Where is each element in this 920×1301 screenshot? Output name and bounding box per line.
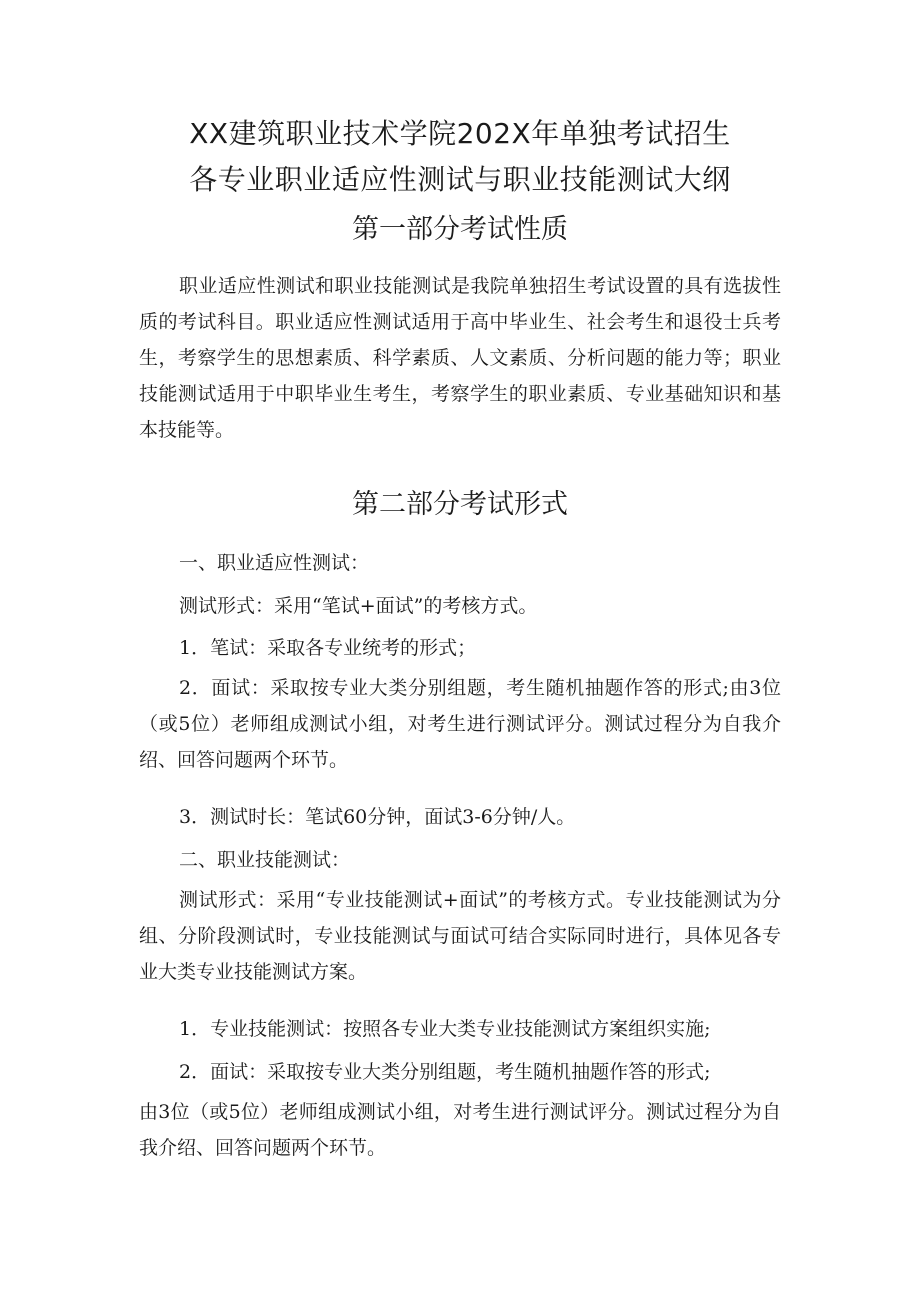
part1-paragraph: 职业适应性测试和职业技能测试是我院单独招生考试设置的具有选拔性质的考试科目。职业适应性测试适用于高中毕业生、社会考生和退役士兵考生，考察学生的思想素质、科学素质、人文素质、分析问题的能力等；职业技能测试适用于中职毕业生考生，考察学生的职业素质、专业基础知识和基本技能等。 [139, 275, 781, 441]
section1-item2: 2．面试：采取按专业大类分别组题，考生随机抽题作答的形式;由3位（或5位）老师组成测试小组，对考生进行测试评分。测试过程分为自我介绍、回答问题两个环节。 [139, 677, 781, 771]
section2-item1: 1．专业技能测试：按照各专业大类专业技能测试方案组织实施; [179, 1018, 711, 1040]
part2-heading: 第二部分考试形式 [352, 489, 568, 520]
section2-form: 测试形式：采用“专业技能测试+面试”的考核方式。专业技能测试为分组、分阶段测试时，专业技能测试与面试可结合实际同时进行，具体见各专业大类专业技能测试方案。 [139, 889, 781, 983]
section1-item1: 1．笔试：采取各专业统考的形式； [179, 637, 477, 659]
section1-title: 一、职业适应性测试： [179, 552, 370, 574]
section2-title: 二、职业技能测试： [179, 849, 351, 871]
document-title-line2: 各专业职业适应性测试与职业技能测试大纲 [189, 163, 731, 196]
document-title-line1: XX建筑职业技术学院202X年单独考试招生 [189, 117, 731, 150]
part1-heading: 第一部分考试性质 [352, 214, 568, 245]
section1-item3: 3．测试时长：笔试60分钟，面试3-6分钟/人。 [179, 806, 576, 828]
section1-form: 测试形式：采用“笔试+面试”的考核方式。 [179, 595, 538, 617]
section2-item2-continuation: 由3位（或5位）老师组成测试小组，对考生进行测试评分。测试过程分为自我介绍、回答问题两个环节。 [139, 1101, 781, 1159]
section2-item2-line1: 2．面试：采取按专业大类分别组题，考生随机抽题作答的形式; [179, 1061, 711, 1083]
